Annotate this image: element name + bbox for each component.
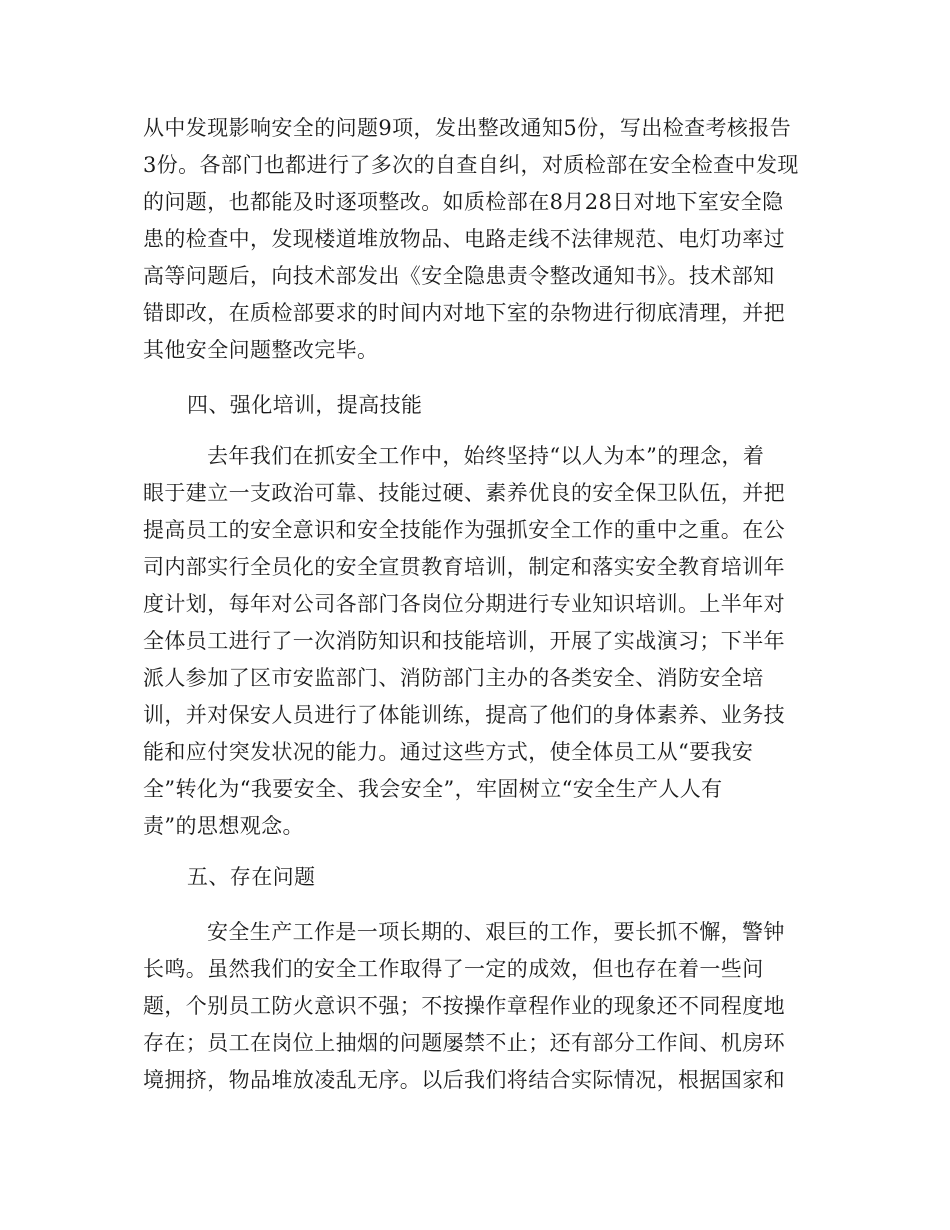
paragraph-line: 境拥挤，物品堆放凌乱无序。以后我们将结合实际情况，根据国家和	[143, 1068, 785, 1092]
paragraph-line: 安全生产工作是一项长期的、艰巨的工作，要长抓不懈，警钟	[207, 920, 785, 944]
paragraph-line: 题，个别员工防火意识不强；不按操作章程作业的现象还不同程度地	[143, 994, 785, 1018]
paragraph-line: 错即改，在质检部要求的时间内对地下室的杂物进行彻底清理，并把	[143, 301, 785, 325]
paragraph-line: 派人参加了区市安监部门、消防部门主办的各类安全、消防安全培	[143, 666, 764, 690]
paragraph-line: 全体员工进行了一次消防知识和技能培训，开展了实战演习；下半年	[143, 629, 785, 653]
paragraph-line: 其他安全问题整改完毕。	[143, 338, 379, 362]
paragraph-line: 全”转化为“我要安全、我会安全”，牢固树立“安全生产人人有	[143, 777, 723, 801]
paragraph-line: 能和应付突发状况的能力。通过这些方式，使全体员工从“要我安	[143, 740, 754, 764]
paragraph-line: 患的检查中，发现楼道堆放物品、电路走线不法律规范、电灯功率过	[143, 227, 785, 251]
section-heading-training: 四、强化培训，提高技能	[187, 393, 423, 417]
paragraph-line: 3份。各部门也都进行了多次的自查自纠，对质检部在安全检查中发现	[143, 153, 799, 177]
paragraph-line: 高等问题后，向技术部发出《安全隐患责令整改通知书》。技术部知	[143, 264, 775, 288]
paragraph-line: 眼于建立一支政治可靠、技能过硬、素养优良的安全保卫队伍，并把	[143, 481, 785, 505]
paragraph-line: 司内部实行全员化的安全宣贯教育培训，制定和落实安全教育培训年	[143, 555, 785, 579]
paragraph-line: 度计划，每年对公司各部门各岗位分期进行专业知识培训。上半年对	[143, 592, 785, 616]
paragraph-line: 的问题，也都能及时逐项整改。如质检部在8月28日对地下室安全隐	[143, 190, 784, 214]
paragraph-line: 从中发现影响安全的问题9项，发出整改通知5份，写出检查考核报告	[143, 116, 792, 140]
paragraph-line: 训，并对保安人员进行了体能训练，提高了他们的身体素养、业务技	[143, 703, 785, 727]
section-heading-issues: 五、存在问题	[187, 865, 316, 889]
paragraph-line: 存在；员工在岗位上抽烟的问题屡禁不止；还有部分工作间、机房环	[143, 1031, 785, 1055]
paragraph-line: 提高员工的安全意识和安全技能作为强抓安全工作的重中之重。在公	[143, 518, 785, 542]
paragraph-line: 去年我们在抓安全工作中，始终坚持“以人为本”的理念，着	[207, 444, 765, 468]
paragraph-line: 长鸣。虽然我们的安全工作取得了一定的成效，但也存在着一些问	[143, 957, 764, 981]
paragraph-line: 责”的思想观念。	[143, 814, 304, 838]
